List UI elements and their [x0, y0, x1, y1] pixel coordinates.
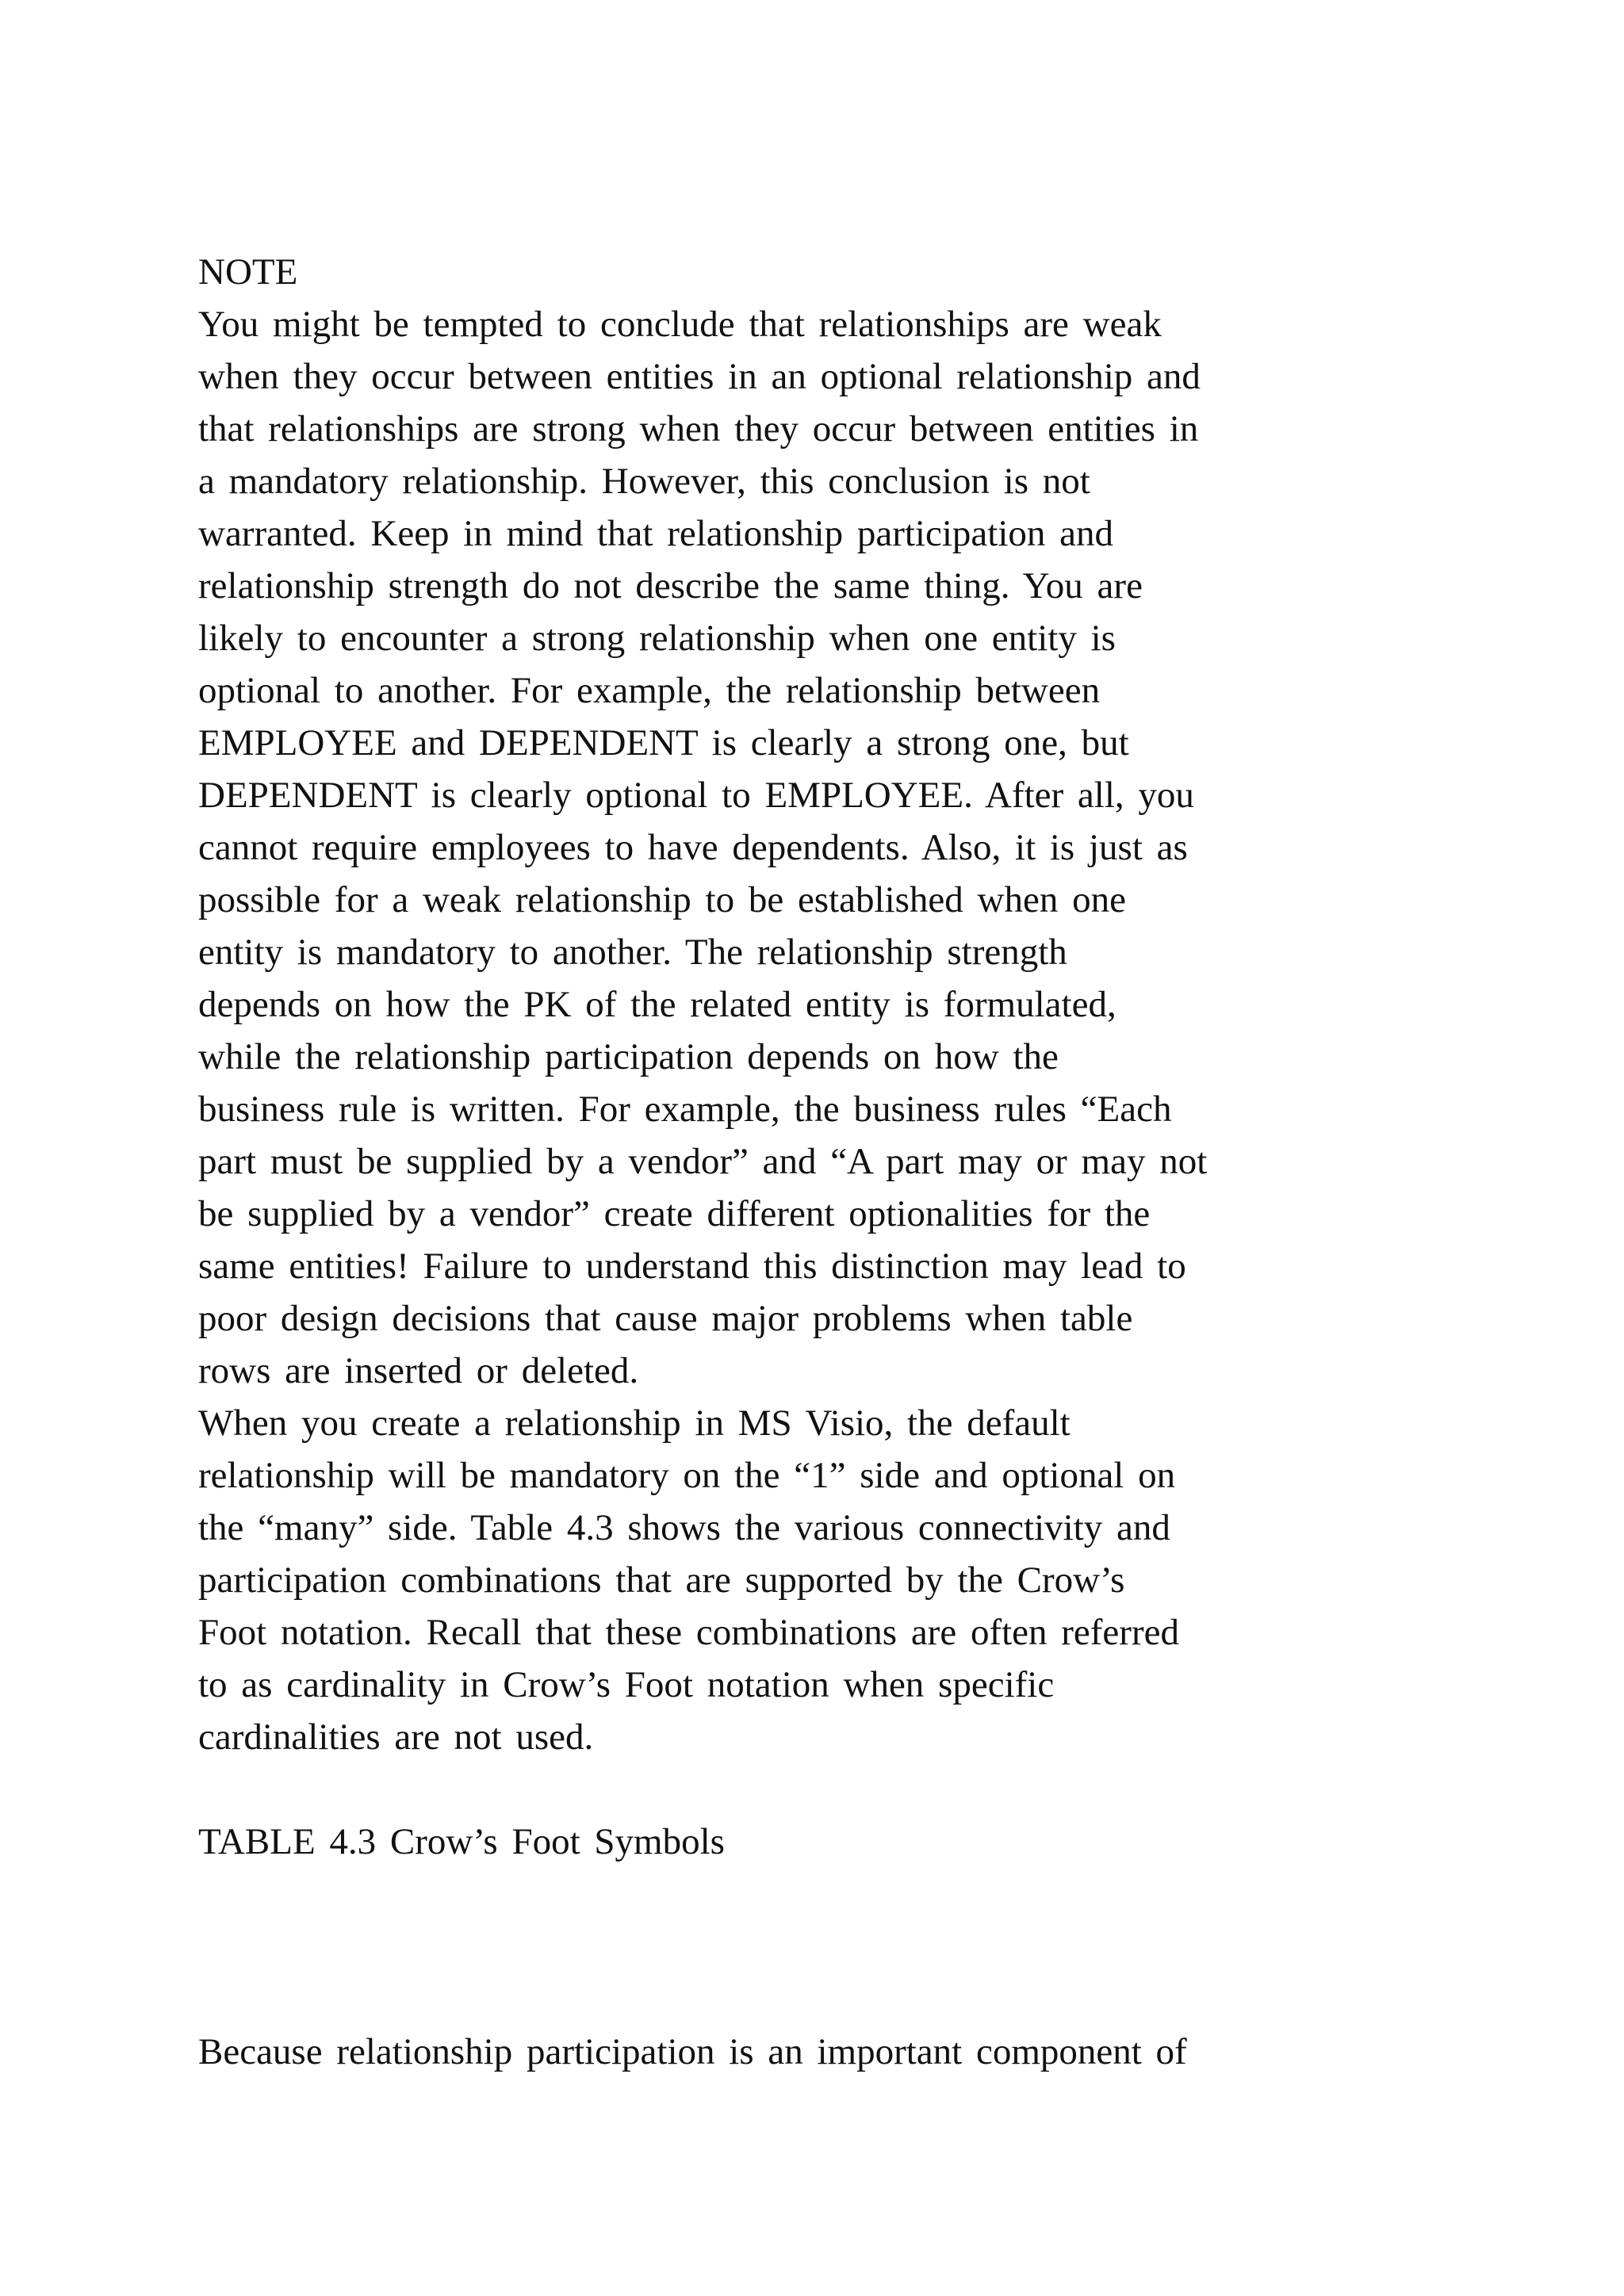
text-line: be supplied by a vendor” create different optionalities for the [198, 1193, 1151, 1234]
text-line: participation combinations that are supported by the Crow’s [198, 1559, 1125, 1601]
text-line: the “many” side. Table 4.3 shows the various connectivity and [198, 1507, 1170, 1548]
text-line: relationship strength do not describe the same thing. You are [198, 565, 1143, 607]
text-line: optional to another. For example, the relationship between [198, 670, 1101, 711]
text-line: a mandatory relationship. However, this conclusion is not [198, 461, 1090, 502]
text-line: business rule is written. For example, the business rules “Each [198, 1089, 1172, 1130]
text-line: that relationships are strong when they occur between entities in [198, 408, 1199, 450]
text-line: warranted. Keep in mind that relationship participation and [198, 513, 1113, 554]
text-line: poor design decisions that cause major problems when table [198, 1298, 1133, 1339]
text-line: You might be tempted to conclude that relationships are weak [198, 304, 1162, 345]
text-line: When you create a relationship in MS Visio, the default [198, 1402, 1071, 1444]
text-line: while the relationship participation depends on how the [198, 1036, 1059, 1077]
table-caption: TABLE 4.3 Crow’s Foot Symbols [198, 1821, 725, 1862]
text-line: depends on how the PK of the related entity is formulated, [198, 984, 1116, 1025]
text-line: same entities! Failure to understand this distinction may lead to [198, 1246, 1186, 1287]
text-line: DEPENDENT is clearly optional to EMPLOYEE. After all, you [198, 775, 1194, 816]
text-line: cardinalities are not used. [198, 1716, 594, 1758]
text-line: Because relationship participation is an important component of [198, 2031, 1187, 2072]
document-page [198, 0, 1515, 2296]
text-line: rows are inserted or deleted. [198, 1350, 639, 1391]
text-line: EMPLOYEE and DEPENDENT is clearly a strong one, but [198, 722, 1129, 763]
text-line: part must be supplied by a vendor” and “A part may or may not [198, 1141, 1208, 1182]
text-line: possible for a weak relationship to be established when one [198, 879, 1126, 920]
text-line: cannot require employees to have dependents. Also, it is just as [198, 827, 1188, 868]
text-line: when they occur between entities in an optional relationship and [198, 356, 1201, 397]
text-line: to as cardinality in Crow’s Foot notation when specific [198, 1664, 1055, 1705]
text-line: likely to encounter a strong relationship when one entity is [198, 618, 1116, 659]
text-line: entity is mandatory to another. The relationship strength [198, 932, 1067, 973]
text-line: Foot notation. Recall that these combinations are often referred [198, 1612, 1179, 1653]
note-heading: NOTE [198, 251, 298, 293]
text-line: relationship will be mandatory on the “1” side and optional on [198, 1455, 1176, 1496]
